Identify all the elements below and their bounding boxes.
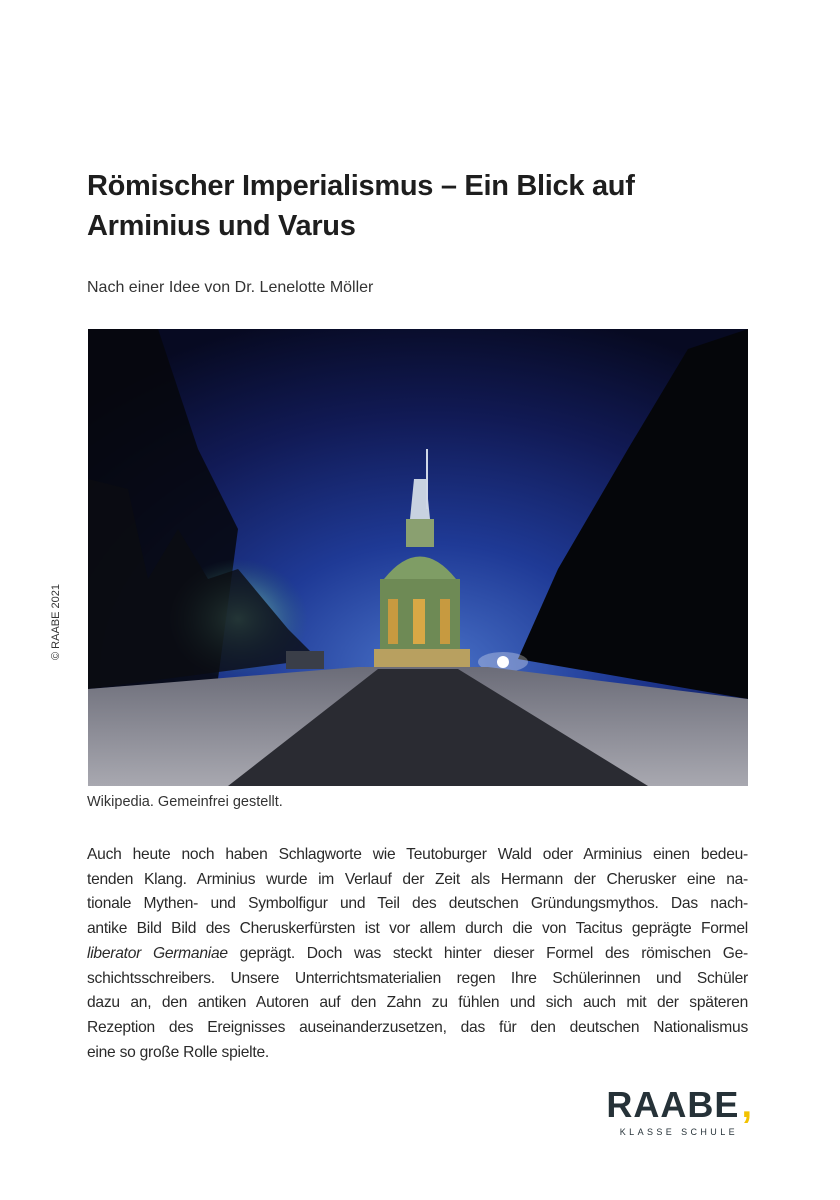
body-line: Rezeption des Ereignisses auseinanderzusetzen, das für den deutschen Nationalismus <box>87 1018 748 1036</box>
body-line <box>87 942 748 967</box>
body-line-rest: geprägt. Doch was steckt hinter dieser Formel des römischen Ge- <box>227 944 748 962</box>
body-paragraph <box>87 843 748 1065</box>
body-line: schichtsschreibers. Unsere Unterrichtsmaterialien regen Ihre Schülerinnen und Schüler <box>87 969 748 987</box>
page-title <box>87 166 635 246</box>
italic-phrase: liberator Germaniae <box>87 944 228 962</box>
body-line: eine so große Rolle spielte. <box>87 1043 269 1061</box>
image-caption: Wikipedia. Gemeinfrei gestellt. <box>87 794 283 810</box>
body-line: tionale Mythen- und Symbolfigur und Teil des deutschen Gründungsmythos. Das nach- <box>87 895 748 913</box>
body-line: antike Bild Bild des Cheruskerfürsten ist vor allem durch die von Tacitus geprägte Formel <box>87 920 748 938</box>
copyright-notice: © RAABE 2021 <box>50 584 62 660</box>
body-line: Auch heute noch haben Schlagworte wie Teutoburger Wald oder Arminius einen bedeu- <box>87 846 748 863</box>
body-line: dazu an, den antiken Autoren auf den Zahn zu fühlen und sich auch mit der späteren <box>87 994 748 1012</box>
logo-mark <box>606 1086 752 1124</box>
author-credit: Nach einer Idee von Dr. Lenelotte Möller <box>87 279 374 296</box>
body-line: tenden Klang. Arminius wurde im Verlauf der Zeit als Hermann der Cherusker eine na- <box>87 870 748 888</box>
logo-comma: , <box>741 1084 752 1126</box>
hermannsdenkmal-photo <box>88 329 748 786</box>
title-line-2: Arminius und Varus <box>87 210 356 242</box>
logo-tagline: KLASSE SCHULE <box>619 1127 738 1137</box>
raabe-logo <box>606 1086 752 1138</box>
title-line-1: Römischer Imperialismus – Ein Blick auf <box>87 170 635 202</box>
logo-wordmark: RAABE <box>606 1084 740 1125</box>
